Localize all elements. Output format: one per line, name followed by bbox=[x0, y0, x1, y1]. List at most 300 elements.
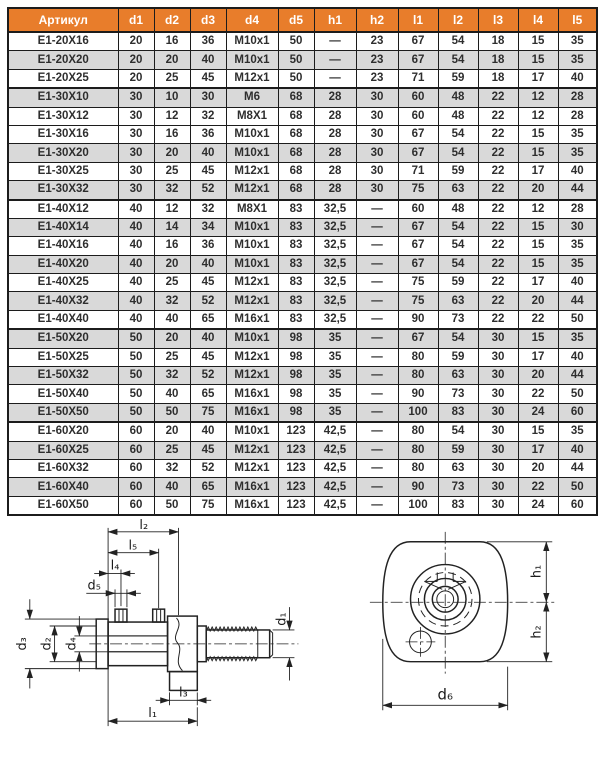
cell-value: 32,5 bbox=[314, 274, 356, 292]
cell-value: 52 bbox=[190, 367, 226, 385]
cell-value: 68 bbox=[278, 125, 314, 143]
cell-value: 28 bbox=[314, 88, 356, 107]
table-row bbox=[8, 51, 597, 69]
cell-value: 30 bbox=[478, 496, 518, 515]
cell-value: 40 bbox=[118, 310, 154, 329]
cell-value: 22 bbox=[478, 200, 518, 219]
table-row bbox=[8, 125, 597, 143]
cell-value: 42,5 bbox=[314, 496, 356, 515]
cell-value: 60 bbox=[398, 88, 438, 107]
cell-article: E1-40X12 bbox=[8, 200, 118, 219]
cell-value: 60 bbox=[558, 403, 597, 422]
cell-value: 22 bbox=[518, 310, 558, 329]
cell-value: 80 bbox=[398, 459, 438, 477]
cell-value: M10x1 bbox=[226, 329, 278, 348]
cell-value: 30 bbox=[118, 181, 154, 200]
cell-value: 54 bbox=[438, 329, 478, 348]
cell-value: 15 bbox=[518, 329, 558, 348]
cell-value: 24 bbox=[518, 496, 558, 515]
cell-value: 17 bbox=[518, 348, 558, 366]
cell-value: 68 bbox=[278, 162, 314, 180]
cell-value: 59 bbox=[438, 348, 478, 366]
cell-value: 73 bbox=[438, 478, 478, 496]
cell-value: 59 bbox=[438, 274, 478, 292]
side-view-part bbox=[89, 609, 298, 690]
cell-value: 60 bbox=[118, 422, 154, 441]
cell-value: 16 bbox=[154, 237, 190, 255]
cell-value: 25 bbox=[154, 69, 190, 88]
column-header: h2 bbox=[356, 8, 398, 32]
cell-value: M10x1 bbox=[226, 422, 278, 441]
cell-value: — bbox=[356, 459, 398, 477]
cell-value: 50 bbox=[558, 478, 597, 496]
cell-value: 50 bbox=[118, 367, 154, 385]
cell-value: 80 bbox=[398, 348, 438, 366]
cell-value: 23 bbox=[356, 69, 398, 88]
cell-value: 18 bbox=[478, 32, 518, 51]
cell-value: 60 bbox=[398, 200, 438, 219]
cell-value: 22 bbox=[478, 107, 518, 125]
cell-value: 35 bbox=[558, 237, 597, 255]
spec-table-header bbox=[8, 8, 597, 32]
table-row bbox=[8, 292, 597, 310]
cell-value: 22 bbox=[478, 144, 518, 162]
table-row bbox=[8, 88, 597, 107]
cell-value: 123 bbox=[278, 459, 314, 477]
dim-label-l3: l₃ bbox=[179, 685, 188, 701]
cell-article: E1-50X50 bbox=[8, 403, 118, 422]
cell-value: 32,5 bbox=[314, 292, 356, 310]
cell-value: 25 bbox=[154, 274, 190, 292]
cell-value: 32 bbox=[154, 292, 190, 310]
cell-value: — bbox=[356, 422, 398, 441]
cell-value: 12 bbox=[518, 107, 558, 125]
cell-value: 30 bbox=[118, 162, 154, 180]
cell-value: 20 bbox=[118, 69, 154, 88]
dim-label-h1: h₁ bbox=[529, 564, 545, 579]
cell-value: 68 bbox=[278, 144, 314, 162]
table-row bbox=[8, 274, 597, 292]
table-row bbox=[8, 478, 597, 496]
cell-value: 35 bbox=[558, 422, 597, 441]
cell-article: E1-60X20 bbox=[8, 422, 118, 441]
cell-value: 30 bbox=[190, 88, 226, 107]
cell-value: M12x1 bbox=[226, 292, 278, 310]
cell-article: E1-60X50 bbox=[8, 496, 118, 515]
cell-value: 35 bbox=[558, 125, 597, 143]
cell-value: 28 bbox=[558, 107, 597, 125]
cell-value: 15 bbox=[518, 32, 558, 51]
cell-value: 54 bbox=[438, 125, 478, 143]
cell-value: 45 bbox=[190, 274, 226, 292]
cell-value: 17 bbox=[518, 162, 558, 180]
cell-article: E1-40X40 bbox=[8, 310, 118, 329]
dim-label-d5: d₅ bbox=[87, 578, 101, 594]
cell-value: 32 bbox=[190, 107, 226, 125]
cell-value: 44 bbox=[558, 292, 597, 310]
cell-value: 32 bbox=[154, 459, 190, 477]
cell-value: 50 bbox=[558, 310, 597, 329]
cell-value: 60 bbox=[558, 496, 597, 515]
column-header: l3 bbox=[478, 8, 518, 32]
cell-value: 35 bbox=[314, 348, 356, 366]
cell-article: E1-40X32 bbox=[8, 292, 118, 310]
cell-value: 30 bbox=[478, 441, 518, 459]
table-row bbox=[8, 459, 597, 477]
cell-value: 60 bbox=[398, 107, 438, 125]
dim-label-d1: d₁ bbox=[274, 612, 290, 626]
table-row bbox=[8, 255, 597, 273]
cell-value: 20 bbox=[154, 329, 190, 348]
cell-value: 100 bbox=[398, 496, 438, 515]
cell-article: E1-60X25 bbox=[8, 441, 118, 459]
cell-value: 22 bbox=[478, 310, 518, 329]
cell-value: — bbox=[356, 310, 398, 329]
cell-value: 35 bbox=[558, 32, 597, 51]
cell-value: M12x1 bbox=[226, 181, 278, 200]
cell-value: 45 bbox=[190, 348, 226, 366]
table-row bbox=[8, 144, 597, 162]
cell-value: — bbox=[356, 237, 398, 255]
cell-value: 83 bbox=[278, 292, 314, 310]
cell-value: 32,5 bbox=[314, 310, 356, 329]
cell-value: 42,5 bbox=[314, 422, 356, 441]
cell-value: 44 bbox=[558, 367, 597, 385]
cell-value: M12x1 bbox=[226, 162, 278, 180]
cell-value: M10x1 bbox=[226, 51, 278, 69]
cell-value: 20 bbox=[154, 255, 190, 273]
table-row bbox=[8, 69, 597, 88]
cell-value: 75 bbox=[398, 181, 438, 200]
cell-value: 83 bbox=[278, 200, 314, 219]
cell-value: 90 bbox=[398, 478, 438, 496]
cell-value: — bbox=[356, 478, 398, 496]
cell-value: 59 bbox=[438, 441, 478, 459]
cell-value: 30 bbox=[478, 329, 518, 348]
cell-value: 14 bbox=[154, 218, 190, 236]
table-row bbox=[8, 403, 597, 422]
cell-value: — bbox=[356, 274, 398, 292]
cell-value: 42,5 bbox=[314, 441, 356, 459]
column-header: d4 bbox=[226, 8, 278, 32]
cell-value: 30 bbox=[118, 125, 154, 143]
cell-value: 25 bbox=[154, 441, 190, 459]
cell-article: E1-40X25 bbox=[8, 274, 118, 292]
cell-value: 15 bbox=[518, 51, 558, 69]
cell-value: 22 bbox=[478, 237, 518, 255]
cell-value: 59 bbox=[438, 69, 478, 88]
cell-value: 36 bbox=[190, 32, 226, 51]
cell-value: 73 bbox=[438, 385, 478, 403]
cell-value: 54 bbox=[438, 237, 478, 255]
cell-value: M16x1 bbox=[226, 310, 278, 329]
cell-value: 90 bbox=[398, 310, 438, 329]
cell-value: 83 bbox=[278, 218, 314, 236]
cell-value: 22 bbox=[478, 292, 518, 310]
cell-value: 23 bbox=[356, 51, 398, 69]
cell-value: 15 bbox=[518, 237, 558, 255]
table-row bbox=[8, 496, 597, 515]
cell-article: E1-30X12 bbox=[8, 107, 118, 125]
cell-value: 83 bbox=[278, 310, 314, 329]
cell-value: 35 bbox=[314, 329, 356, 348]
cell-value: 52 bbox=[190, 181, 226, 200]
cell-value: 50 bbox=[278, 51, 314, 69]
cell-article: E1-60X40 bbox=[8, 478, 118, 496]
cell-value: M10x1 bbox=[226, 32, 278, 51]
cell-value: — bbox=[356, 367, 398, 385]
cell-value: — bbox=[356, 218, 398, 236]
cell-value: 67 bbox=[398, 218, 438, 236]
cell-article: E1-50X25 bbox=[8, 348, 118, 366]
header-row bbox=[8, 8, 597, 32]
cell-value: 28 bbox=[314, 125, 356, 143]
cell-value: 18 bbox=[478, 51, 518, 69]
cell-value: 22 bbox=[478, 181, 518, 200]
cell-value: 32,5 bbox=[314, 237, 356, 255]
cell-article: E1-50X20 bbox=[8, 329, 118, 348]
cell-article: E1-20X20 bbox=[8, 51, 118, 69]
cell-value: 50 bbox=[154, 403, 190, 422]
column-header: l1 bbox=[398, 8, 438, 32]
cell-value: 24 bbox=[518, 403, 558, 422]
dim-label-l1: l₁ bbox=[148, 706, 158, 722]
cell-value: 68 bbox=[278, 181, 314, 200]
cell-value: M6 bbox=[226, 88, 278, 107]
cell-value: 65 bbox=[190, 385, 226, 403]
cell-value: 28 bbox=[558, 200, 597, 219]
cell-value: 25 bbox=[154, 162, 190, 180]
cell-value: — bbox=[314, 69, 356, 88]
cell-value: 54 bbox=[438, 51, 478, 69]
cell-value: 20 bbox=[118, 32, 154, 51]
cell-value: 20 bbox=[154, 422, 190, 441]
cell-value: 22 bbox=[478, 255, 518, 273]
cell-value: 63 bbox=[438, 292, 478, 310]
cell-value: 28 bbox=[558, 88, 597, 107]
cell-article: E1-60X32 bbox=[8, 459, 118, 477]
cell-value: 50 bbox=[278, 69, 314, 88]
table-row bbox=[8, 348, 597, 366]
cell-value: 68 bbox=[278, 107, 314, 125]
cell-value: 75 bbox=[398, 274, 438, 292]
cell-value: 30 bbox=[118, 144, 154, 162]
cell-value: 60 bbox=[118, 478, 154, 496]
cell-value: M8X1 bbox=[226, 107, 278, 125]
cell-value: 30 bbox=[356, 88, 398, 107]
column-header: l2 bbox=[438, 8, 478, 32]
cell-value: 30 bbox=[478, 478, 518, 496]
cell-value: 28 bbox=[314, 162, 356, 180]
cell-value: 40 bbox=[118, 274, 154, 292]
spec-table-body bbox=[8, 32, 597, 515]
cell-article: E1-30X32 bbox=[8, 181, 118, 200]
cell-value: 40 bbox=[190, 422, 226, 441]
cell-value: 40 bbox=[558, 69, 597, 88]
cell-value: 67 bbox=[398, 144, 438, 162]
cell-value: — bbox=[356, 496, 398, 515]
cell-value: 65 bbox=[190, 310, 226, 329]
cell-value: 34 bbox=[190, 218, 226, 236]
cell-value: 20 bbox=[518, 459, 558, 477]
cell-value: 28 bbox=[314, 144, 356, 162]
cell-value: 32,5 bbox=[314, 255, 356, 273]
cell-value: 30 bbox=[356, 125, 398, 143]
cell-value: 18 bbox=[478, 69, 518, 88]
cell-value: 48 bbox=[438, 107, 478, 125]
cell-value: 60 bbox=[118, 441, 154, 459]
cell-value: 32,5 bbox=[314, 218, 356, 236]
cell-value: 73 bbox=[438, 310, 478, 329]
cell-value: 30 bbox=[356, 144, 398, 162]
cell-value: 12 bbox=[518, 200, 558, 219]
cell-value: — bbox=[356, 385, 398, 403]
cell-value: 30 bbox=[478, 459, 518, 477]
cell-value: M16x1 bbox=[226, 496, 278, 515]
cell-value: 25 bbox=[154, 348, 190, 366]
cell-value: 67 bbox=[398, 237, 438, 255]
cell-value: 50 bbox=[278, 32, 314, 51]
cell-value: 30 bbox=[356, 107, 398, 125]
dim-label-d2: d₂ bbox=[39, 637, 55, 651]
cell-value: 60 bbox=[118, 496, 154, 515]
cell-value: 40 bbox=[190, 51, 226, 69]
cell-value: 20 bbox=[154, 144, 190, 162]
cell-value: M10x1 bbox=[226, 125, 278, 143]
cell-value: M12x1 bbox=[226, 274, 278, 292]
cell-value: 50 bbox=[118, 403, 154, 422]
cell-value: — bbox=[356, 348, 398, 366]
cell-value: 45 bbox=[190, 69, 226, 88]
cell-value: 22 bbox=[478, 88, 518, 107]
cell-value: 54 bbox=[438, 255, 478, 273]
column-header: h1 bbox=[314, 8, 356, 32]
cell-value: 20 bbox=[518, 292, 558, 310]
cell-value: — bbox=[314, 32, 356, 51]
cell-value: 15 bbox=[518, 255, 558, 273]
cell-value: 83 bbox=[438, 403, 478, 422]
cell-value: 42,5 bbox=[314, 459, 356, 477]
table-row bbox=[8, 329, 597, 348]
cell-value: 98 bbox=[278, 385, 314, 403]
cell-value: 17 bbox=[518, 441, 558, 459]
cell-article: E1-30X10 bbox=[8, 88, 118, 107]
cell-value: 123 bbox=[278, 422, 314, 441]
cell-value: 20 bbox=[518, 181, 558, 200]
cell-value: 40 bbox=[154, 385, 190, 403]
cell-value: 50 bbox=[154, 496, 190, 515]
cell-value: 80 bbox=[398, 367, 438, 385]
cell-value: 35 bbox=[558, 144, 597, 162]
cell-value: 54 bbox=[438, 218, 478, 236]
cell-value: M12x1 bbox=[226, 348, 278, 366]
cell-value: M16x1 bbox=[226, 478, 278, 496]
cell-value: 30 bbox=[478, 385, 518, 403]
cell-value: 42,5 bbox=[314, 478, 356, 496]
cell-value: 98 bbox=[278, 348, 314, 366]
cell-value: 54 bbox=[438, 422, 478, 441]
side-view-drawing bbox=[7, 519, 326, 734]
cell-value: 80 bbox=[398, 441, 438, 459]
cell-value: 30 bbox=[478, 348, 518, 366]
cell-value: 35 bbox=[314, 403, 356, 422]
cell-value: 22 bbox=[478, 125, 518, 143]
cell-value: 15 bbox=[518, 144, 558, 162]
cell-value: — bbox=[356, 403, 398, 422]
cell-article: E1-30X20 bbox=[8, 144, 118, 162]
cell-value: 50 bbox=[118, 385, 154, 403]
table-row bbox=[8, 385, 597, 403]
cell-article: E1-50X32 bbox=[8, 367, 118, 385]
cell-value: 48 bbox=[438, 88, 478, 107]
cell-value: 40 bbox=[558, 162, 597, 180]
cell-value: 15 bbox=[518, 218, 558, 236]
dim-label-l5: l₅ bbox=[128, 538, 138, 554]
cell-value: — bbox=[356, 441, 398, 459]
cell-value: 15 bbox=[518, 422, 558, 441]
cell-article: E1-30X25 bbox=[8, 162, 118, 180]
table-row bbox=[8, 367, 597, 385]
table-row bbox=[8, 441, 597, 459]
cell-value: 63 bbox=[438, 181, 478, 200]
table-row bbox=[8, 237, 597, 255]
cell-value: — bbox=[356, 329, 398, 348]
table-row bbox=[8, 162, 597, 180]
cell-value: 44 bbox=[558, 181, 597, 200]
cell-value: 30 bbox=[356, 162, 398, 180]
table-row bbox=[8, 200, 597, 219]
front-view-part bbox=[370, 532, 554, 674]
cell-value: 45 bbox=[190, 162, 226, 180]
front-view-drawing bbox=[358, 519, 596, 734]
cell-value: 67 bbox=[398, 255, 438, 273]
cell-value: M10x1 bbox=[226, 255, 278, 273]
cell-value: 40 bbox=[118, 292, 154, 310]
cell-value: 63 bbox=[438, 367, 478, 385]
cell-value: 12 bbox=[154, 107, 190, 125]
cell-value: 75 bbox=[190, 403, 226, 422]
cell-value: 12 bbox=[154, 200, 190, 219]
cell-value: 35 bbox=[558, 51, 597, 69]
cell-value: 98 bbox=[278, 403, 314, 422]
cell-value: 67 bbox=[398, 125, 438, 143]
table-row bbox=[8, 310, 597, 329]
cell-value: 12 bbox=[518, 88, 558, 107]
cell-value: 30 bbox=[356, 181, 398, 200]
cell-value: 17 bbox=[518, 69, 558, 88]
cell-value: 59 bbox=[438, 162, 478, 180]
cell-value: 67 bbox=[398, 51, 438, 69]
cell-value: 100 bbox=[398, 403, 438, 422]
cell-value: 20 bbox=[118, 51, 154, 69]
cell-value: 54 bbox=[438, 32, 478, 51]
cell-value: 67 bbox=[398, 329, 438, 348]
cell-value: 30 bbox=[558, 218, 597, 236]
cell-value: 16 bbox=[154, 125, 190, 143]
cell-value: — bbox=[356, 292, 398, 310]
dim-label-d3: d₃ bbox=[14, 637, 30, 651]
cell-value: 75 bbox=[398, 292, 438, 310]
cell-value: 36 bbox=[190, 237, 226, 255]
cell-value: M16x1 bbox=[226, 385, 278, 403]
cell-value: 40 bbox=[118, 255, 154, 273]
cell-value: 40 bbox=[558, 441, 597, 459]
cell-value: 40 bbox=[558, 348, 597, 366]
cell-value: 15 bbox=[518, 125, 558, 143]
cell-value: 30 bbox=[478, 403, 518, 422]
cell-value: M8X1 bbox=[226, 200, 278, 219]
cell-value: 40 bbox=[190, 144, 226, 162]
